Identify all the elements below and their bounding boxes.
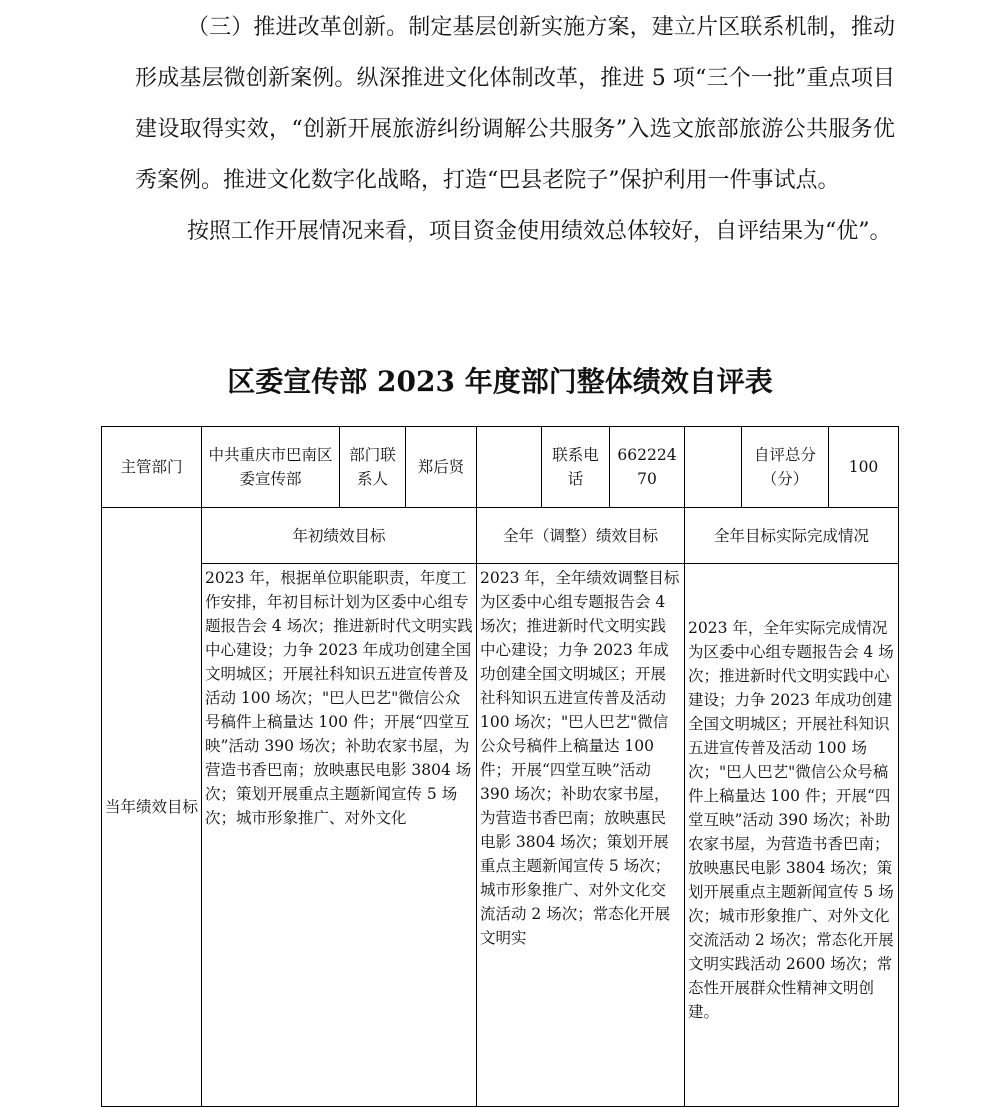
contact-label: 部门联系人	[340, 427, 406, 508]
initial-goal-text: 2023 年，根据单位职能职责，年度工作安排，年初目标计划为区委中心组专题报告会 4 场次；推进新时代文明实践中心建设；力争 2023 年成功创建全国文明城区；开展社科知识五进宣传普及活动 100 场次；"巴人巴艺"微信公众号稿件上稿量达 100 件；开展“四堂互映”活动 390 场次；补助农家书屋，为营造书香巴南；放映惠民电影 3804 场次；策划开展重点主题新闻宣传 5 场次；城市形象推广、对外文化	[202, 564, 477, 1107]
empty-cell	[477, 427, 542, 508]
score-value: 100	[829, 427, 899, 508]
phone-value: 66222470	[610, 427, 685, 508]
header-row	[102, 427, 899, 508]
actual-completion-text: 2023 年，全年实际完成情况为区委中心组专题报告会 4 场次；推进新时代文明实践中心建设；力争 2023 年成功创建全国文明城区；开展社科知识五进宣传普及活动 100 场次；"巴人巴艺"微信公众号稿件上稿量达 100 件；开展“四堂互映”活动 390 场次；补助农家书屋，为营造书香巴南；放映惠民电影 3804 场次；策划开展重点主题新闻宣传 5 场次；城市形象推广、对外文化交流活动 2 场次；常态化开展文明实践活动 2600 场次；常态性开展群众性精神文明创建。	[685, 564, 899, 1107]
col-initial-goal: 年初绩效目标	[202, 508, 477, 564]
contact-value: 郑后贤	[406, 427, 477, 508]
dept-label: 主管部门	[102, 427, 202, 508]
paragraph-reform: （三）推进改革创新。制定基层创新实施方案，建立片区联系机制，推动形成基层微创新案例。纵深推进文化体制改革，推进 5 项“三个一批”重点项目建设取得实效，“创新开展旅游纠纷调解公共服务”入选文旅部旅游公共服务优秀案例。推进文化数字化战略，打造“巴县老院子”保护利用一件事试点。	[135, 15, 895, 193]
col-actual-completion: 全年目标实际完成情况	[685, 508, 899, 564]
goals-header-row	[102, 508, 899, 564]
empty-cell	[685, 427, 742, 508]
phone-label: 联系电话	[542, 427, 610, 508]
body-text	[135, 0, 895, 257]
paragraph-conclusion: 按照工作开展情况来看，项目资金使用绩效总体较好，自评结果为“优”。	[187, 219, 892, 244]
goals-row-label: 当年绩效目标	[102, 508, 202, 1107]
col-adjusted-goal: 全年（调整）绩效目标	[477, 508, 685, 564]
dept-value: 中共重庆市巴南区委宣传部	[202, 427, 340, 508]
table-title: 区委宣传部 2023 年度部门整体绩效自评表	[227, 365, 773, 398]
goals-content-row	[102, 564, 899, 1107]
score-label: 自评总分（分）	[742, 427, 829, 508]
evaluation-table	[101, 426, 899, 1107]
adjusted-goal-text: 2023 年，全年绩效调整目标为区委中心组专题报告会 4 场次；推进新时代文明实践中心建设；力争 2023 年成功创建全国文明城区；开展社科知识五进宣传普及活动 100 场次；"巴人巴艺"微信公众号稿件上稿量达 100 件；开展“四堂互映”活动 390 场次；补助农家书屋，为营造书香巴南；放映惠民电影 3804 场次；策划开展重点主题新闻宣传 5 场次；城市形象推广、对外文化交流活动 2 场次；常态化开展文明实	[477, 564, 685, 1107]
